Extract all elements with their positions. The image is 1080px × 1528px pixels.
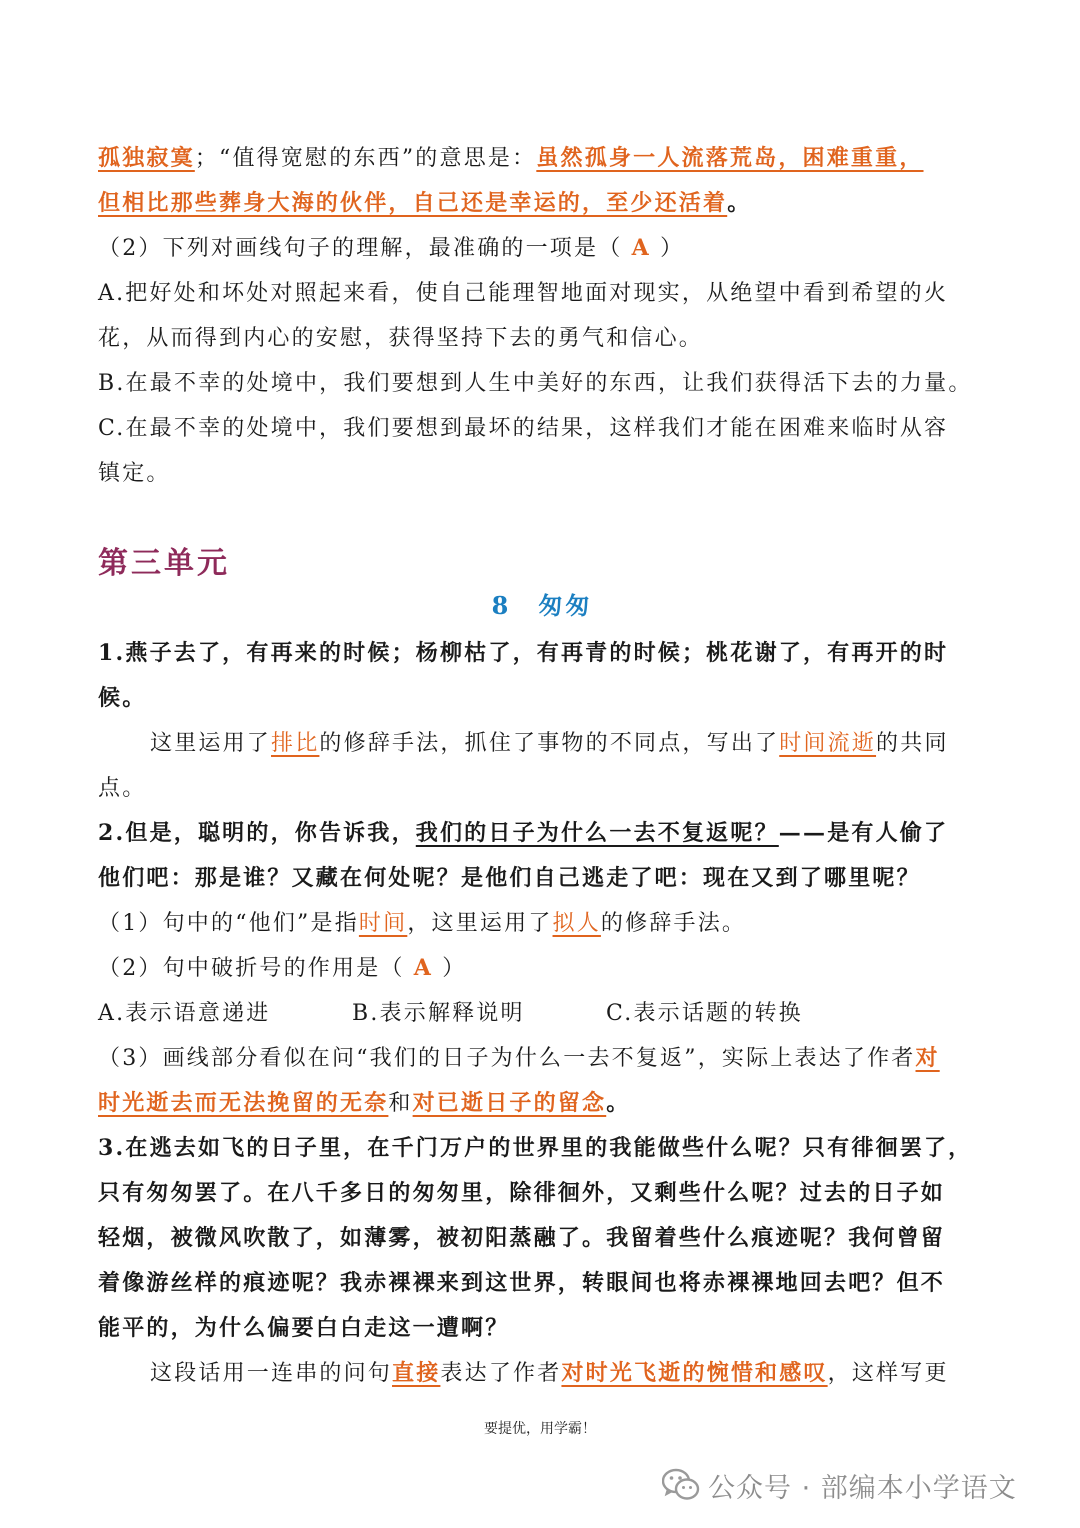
quote-text: ——是有人偷了 bbox=[778, 820, 949, 846]
answer-choice: A bbox=[413, 955, 434, 981]
answer-line bbox=[98, 136, 986, 181]
option-a: A.表示语意递进 bbox=[98, 1001, 271, 1026]
answer-text: 时间流逝 bbox=[779, 731, 877, 756]
question-text: 和 bbox=[388, 1091, 413, 1116]
option-a-line: 花，从而得到内心的安慰，获得坚持下去的勇气和信心。 bbox=[98, 326, 704, 351]
item-2-options bbox=[98, 991, 986, 1036]
answer-text: 对已逝日子的留念 bbox=[412, 1090, 607, 1116]
question-text: （2）下列对画线句子的理解，最准确的一项是（ bbox=[98, 236, 632, 261]
item-3-quote: 轻烟，被微风吹散了，如薄雾，被初阳蒸融了。我留着些什么痕迹呢？我何曾留 bbox=[98, 1225, 946, 1251]
option-a-line: A.把好处和坏处对照起来看，使自己能理智地面对现实，从绝望中看到希望的火 bbox=[98, 281, 949, 306]
item-1-answer: 点。 bbox=[98, 776, 147, 801]
watermark bbox=[662, 1463, 1017, 1507]
question-text: ） bbox=[433, 956, 467, 981]
option-c-line: C.在最不幸的处境中，我们要想到最坏的结果，这样我们才能在困难来临时从容 bbox=[98, 416, 949, 441]
item-2-quote bbox=[98, 811, 986, 856]
item-2-quote: 他们吧：那是谁？又藏在何处呢？是他们自己逃走了吧：现在又到了哪里呢？ bbox=[98, 865, 921, 891]
answer-text: 虽然孤身一人流落荒岛，困难重重， bbox=[536, 145, 924, 171]
quote-text: 2.但是，聪明的，你告诉我， bbox=[98, 820, 416, 846]
punctuation: 。 bbox=[727, 190, 752, 216]
item-3-quote: 着像游丝样的痕迹呢？我赤裸裸来到这世界，转眼间也将赤裸裸地回去吧？但不 bbox=[98, 1270, 946, 1296]
item-2-sub-3 bbox=[98, 1081, 986, 1126]
answer-lead: 这段话用一连串的问句 bbox=[150, 1361, 393, 1386]
punctuation: 。 bbox=[606, 1090, 631, 1116]
question-text: （2）句中破折号的作用是（ bbox=[98, 956, 414, 981]
answer-text: 排比 bbox=[271, 731, 320, 756]
answer-text: 直接 bbox=[392, 1360, 441, 1386]
wechat-icon bbox=[662, 1468, 700, 1502]
answer-choice: A bbox=[631, 235, 651, 261]
answer-text: 时间 bbox=[358, 911, 408, 936]
item-3-quote: 能平的，为什么偏要白白走这一遭啊？ bbox=[98, 1315, 510, 1341]
question-text: ，这里运用了 bbox=[407, 911, 553, 936]
answer-lead: 的修辞手法，抓住了事物的不同点，写出了 bbox=[319, 731, 780, 756]
answer-lead: 的共同 bbox=[876, 731, 949, 756]
unit-title: 第三单元 bbox=[98, 546, 230, 581]
question-text: （3）画线部分看似在问“我们的日子为什么一去不复返”，实际上表达了作者 bbox=[98, 1046, 916, 1071]
item-3-quote: 3.在逃去如飞的日子里，在千门万户的世界里的我能做些什么呢？只有徘徊罢了， bbox=[98, 1135, 973, 1161]
item-2-sub-1 bbox=[98, 901, 986, 946]
lesson-title: 8 匆匆 bbox=[491, 591, 593, 620]
item-1-answer bbox=[98, 721, 986, 766]
question-text: 的修辞手法。 bbox=[600, 911, 747, 936]
watermark-text: 公众号 · 部编本小学语文 bbox=[708, 1472, 1017, 1504]
answer-text: 孤独寂寞 bbox=[98, 145, 195, 171]
question-text: ） bbox=[650, 236, 685, 261]
answer-lead: 这里运用了 bbox=[150, 731, 272, 756]
lesson-content bbox=[98, 631, 986, 1396]
item-2-sub-2 bbox=[98, 946, 986, 991]
question-text: （1）句中的“他们”是指 bbox=[98, 911, 359, 936]
question-text: ；“值得宽慰的东西”的意思是： bbox=[194, 146, 537, 171]
item-3-quote: 只有匆匆罢了。在八千多日的匆匆里，除徘徊外，又剩些什么呢？过去的日子如 bbox=[98, 1180, 946, 1206]
answer-lead: 表达了作者 bbox=[440, 1361, 562, 1386]
item-1-quote: 1.燕子去了，有再来的时候；杨柳枯了，有再青的时候；桃花谢了，有再开的时 bbox=[98, 640, 949, 666]
answer-text: 对时光飞逝的惋惜和感叹 bbox=[561, 1360, 828, 1386]
option-b: B.表示解释说明 bbox=[352, 1001, 525, 1026]
item-3-answer bbox=[98, 1351, 986, 1396]
answer-line bbox=[98, 181, 986, 226]
option-c-line: 镇定。 bbox=[98, 461, 171, 486]
page-footer: 要提优，用学霸！ bbox=[484, 1421, 596, 1437]
answer-text: 对 bbox=[915, 1045, 940, 1071]
item-2-sub-3 bbox=[98, 1036, 986, 1081]
answer-text: 但相比那些葬身大海的伙伴，自己还是幸运的，至少还活着 bbox=[98, 190, 728, 216]
option-b-line: B.在最不幸的处境中，我们要想到人生中美好的东西，让我们获得活下去的力量。 bbox=[98, 371, 973, 396]
option-c: C.表示话题的转换 bbox=[606, 1001, 803, 1026]
underlined-quote: 我们的日子为什么一去不复返呢？ bbox=[415, 820, 779, 846]
document-page bbox=[98, 136, 986, 1386]
answer-text: 拟人 bbox=[552, 911, 601, 936]
answer-text: 时光逝去而无法挽留的无奈 bbox=[98, 1090, 389, 1116]
item-1-quote: 候。 bbox=[98, 685, 147, 711]
question-line bbox=[98, 226, 986, 271]
answer-lead: ，这样写更 bbox=[827, 1361, 949, 1386]
